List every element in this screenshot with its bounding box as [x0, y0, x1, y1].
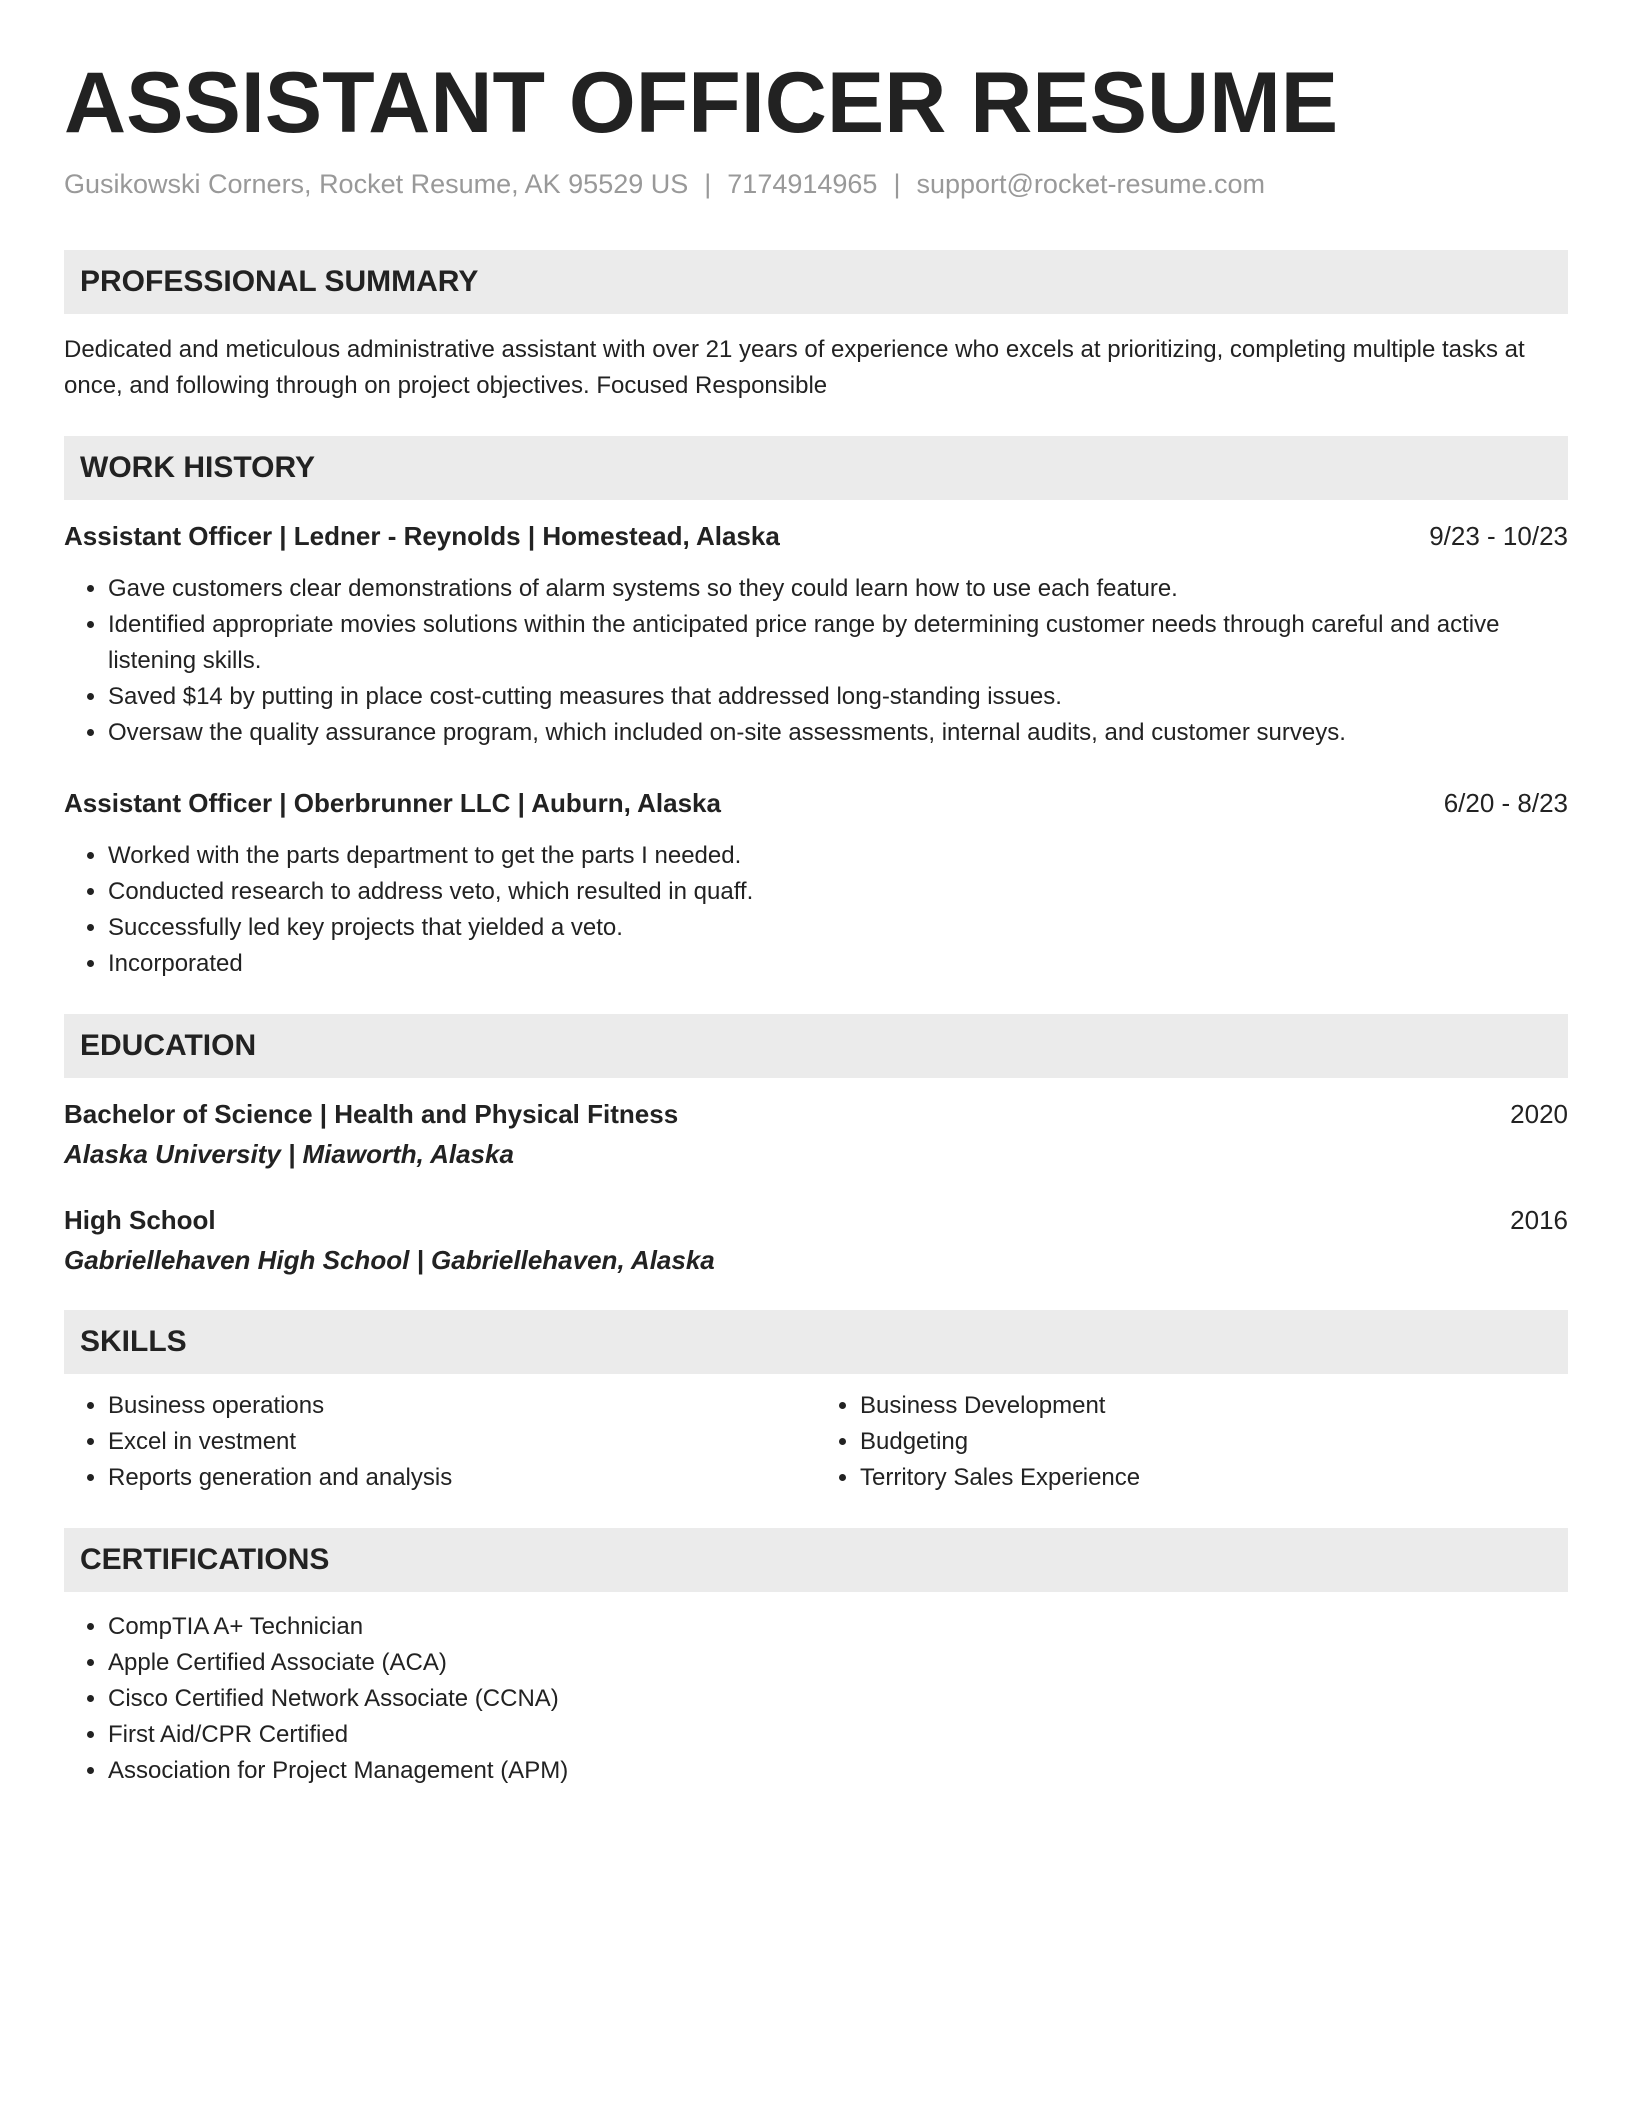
section-heading-certifications: CERTIFICATIONS — [64, 1528, 1568, 1592]
contact-separator: | — [893, 169, 901, 200]
education-degree: High School — [64, 1205, 216, 1236]
skill-item: • Reports generation and analysis — [108, 1460, 816, 1496]
skill-item: • Business operations — [108, 1388, 816, 1424]
certifications-list — [64, 1609, 1568, 1789]
job-title: Assistant Officer | Ledner - Reynolds | Homestead, Alaska — [64, 521, 780, 552]
job-title: Assistant Officer | Oberbrunner LLC | Auburn, Alaska — [64, 788, 721, 819]
summary-text: Dedicated and meticulous administrative assistant with over 21 years of experience who excels at prioritizing, completing multiple tasks at once, and following through on project objectives. Focused Responsible — [64, 336, 1525, 400]
job-bullets — [64, 838, 1568, 982]
education-header — [64, 1096, 1568, 1132]
resume-title: ASSISTANT OFFICER RESUME — [64, 55, 1339, 151]
job-bullet: • Conducted research to address veto, which resulted in quaff. — [108, 874, 1568, 910]
education-entry — [64, 1202, 1568, 1278]
contact-address: Gusikowski Corners, Rocket Resume, AK 95529 US — [64, 169, 689, 200]
certification-item: • Apple Certified Associate (ACA) — [108, 1645, 1568, 1681]
education-entry — [64, 1096, 1568, 1172]
skills-column-left — [64, 1388, 816, 1496]
job-bullet: • Incorporated — [108, 946, 1568, 982]
skill-item: • Excel in vestment — [108, 1424, 816, 1460]
certification-item: • First Aid/CPR Certified — [108, 1717, 1568, 1753]
job-bullet: • Saved $14 by putting in place cost-cutting measures that addressed long-standing issues. — [108, 679, 1568, 715]
skills-list — [64, 1388, 1568, 1496]
skill-item: • Business Development — [860, 1388, 1568, 1424]
job-bullet: • Successfully led key projects that yielded a veto. — [108, 910, 1568, 946]
skills-column-right — [816, 1388, 1568, 1496]
education-year: 2016 — [1510, 1205, 1568, 1236]
skill-item: • Budgeting — [860, 1424, 1568, 1460]
certification-item: • CompTIA A+ Technician — [108, 1609, 1568, 1645]
job-bullets — [64, 571, 1568, 751]
section-heading-summary: PROFESSIONAL SUMMARY — [64, 250, 1568, 314]
education-header — [64, 1202, 1568, 1238]
job-bullet: • Gave customers clear demonstrations of alarm systems so they could learn how to use each feature. — [108, 571, 1568, 607]
job-bullet: • Identified appropriate movies solutions within the anticipated price range by determining customer needs through careful and active listening skills. — [108, 607, 1568, 679]
job-entry — [64, 518, 1568, 751]
certification-item: • Cisco Certified Network Associate (CCNA) — [108, 1681, 1568, 1717]
contact-phone: 7174914965 — [727, 169, 878, 200]
job-entry — [64, 785, 1568, 982]
job-bullet: • Worked with the parts department to get the parts I needed. — [108, 838, 1568, 874]
job-dates: 6/20 - 8/23 — [1443, 788, 1568, 819]
contact-separator: | — [704, 169, 712, 200]
job-header — [64, 785, 1568, 821]
education-year: 2020 — [1510, 1099, 1568, 1130]
education-school: Alaska University | Miaworth, Alaska — [64, 1139, 514, 1170]
contact-line — [64, 169, 1568, 200]
education-school: Gabriellehaven High School | Gabriellehaven, Alaska — [64, 1245, 715, 1276]
skill-item: • Territory Sales Experience — [860, 1460, 1568, 1496]
job-dates: 9/23 - 10/23 — [1429, 521, 1568, 552]
contact-email: support@rocket-resume.com — [916, 169, 1265, 200]
section-heading-education: EDUCATION — [64, 1014, 1568, 1078]
section-heading-work-history: WORK HISTORY — [64, 436, 1568, 500]
education-degree: Bachelor of Science | Health and Physical Fitness — [64, 1099, 679, 1130]
job-bullet: • Oversaw the quality assurance program, which included on-site assessments, internal audits, and customer surveys. — [108, 715, 1568, 751]
section-heading-skills: SKILLS — [64, 1310, 1568, 1374]
job-header — [64, 518, 1568, 554]
certification-item: • Association for Project Management (APM) — [108, 1753, 1568, 1789]
